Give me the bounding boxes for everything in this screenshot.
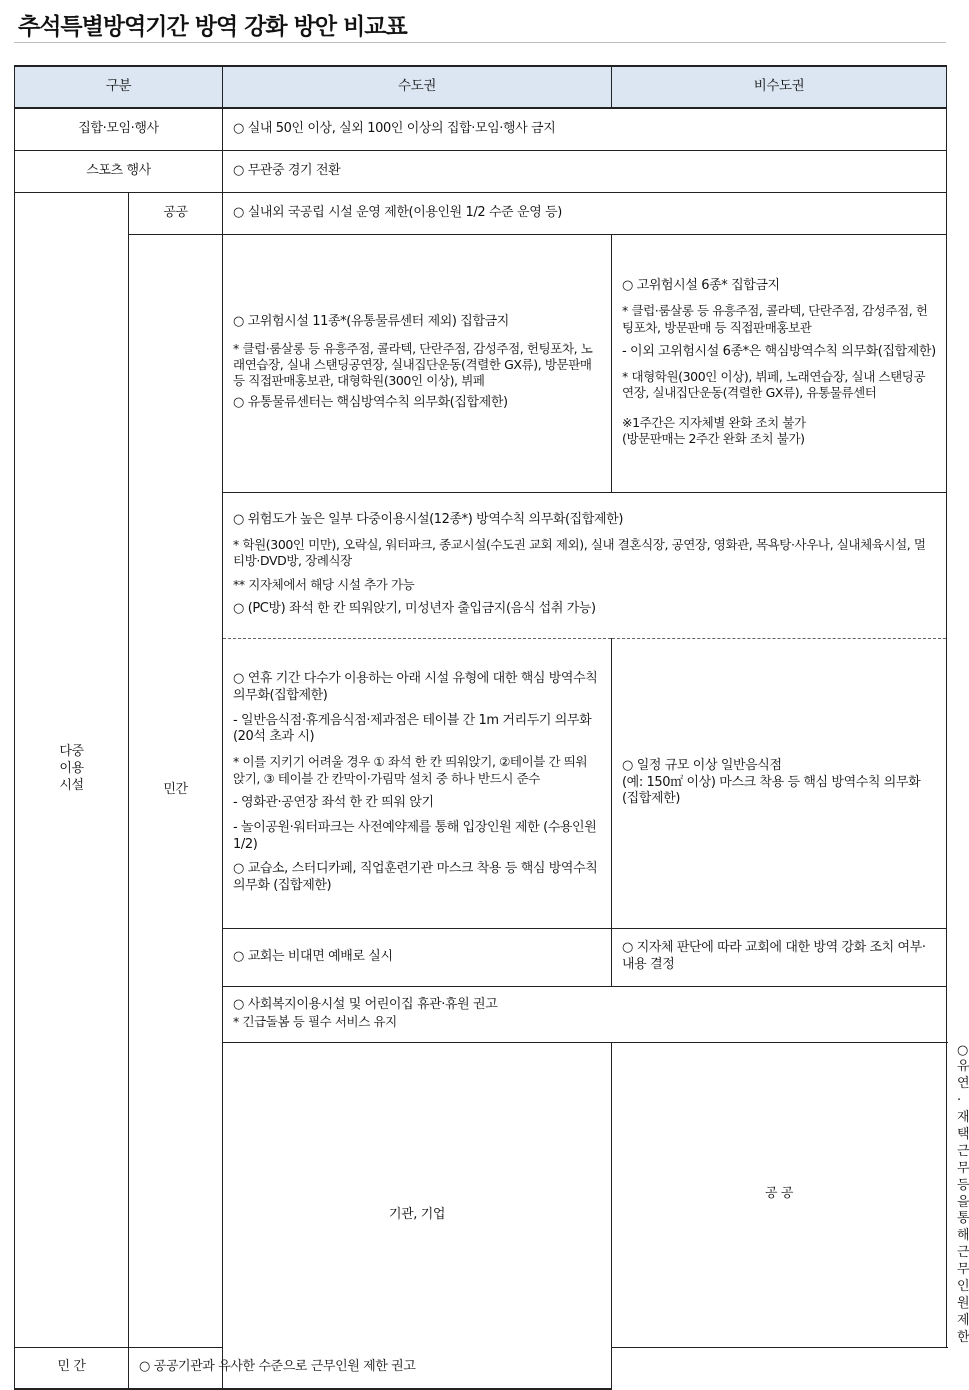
holiday-noncapital-line1: ○ 일정 규모 이상 일반음식점 (622, 757, 782, 773)
gathering-text: ○ 실내 50인 이상, 실외 100인 이상의 집합·모임·행사 금지 (223, 108, 947, 150)
holiday-capital-line4: - 영화관·공연장 좌석 한 칸 띄워 앉기 (233, 794, 434, 810)
church-noncapital-text: ○ 지자체 판단에 따라 교회에 대한 방역 강화 조치 여부·내용 결정 (612, 928, 947, 986)
high-risk-capital-line2: * 클럽·룸살롱 등 유흥주점, 콜라텍, 단란주점, 감성주점, 헌팅포차, 노래연습장, 실내 스탠딩공연장, 실내집단운동(격렬한 GX류), 방문판매 등 직접판매홍보관, 대형학원(300인 이상), 뷔페 (233, 340, 593, 389)
multi-use-line3: ** 지자체에서 해당 시설 추가 가능 (233, 577, 415, 593)
high-risk-noncapital-line2: * 클럽·룸살롱 등 유흥주점, 콜라텍, 단란주점, 감성주점, 헌팅포차, 방문판매 등 직접판매홍보관 (622, 303, 928, 335)
holiday-capital-cell (223, 638, 612, 928)
multi-use-line1: ○ 위험도가 높은 일부 다중이용시설(12종*) 방역수칙 의무화(집합제한) (233, 511, 623, 527)
holiday-capital-line5: - 놀이공원·워터파크는 사전예약제를 통해 입장인원 제한 (수용인원 1/2) (233, 819, 597, 852)
row-label-gathering: 집합·모임·행사 (15, 108, 223, 150)
high-risk-capital-line1: ○ 고위험시설 11종*(유통물류센터 제외) 집합금지 (233, 313, 509, 329)
holiday-capital-line2: - 일반음식점·휴게음식점·제과점은 테이블 간 1m 거리두기 의무화(20석 초과 시) (233, 712, 592, 745)
multi-use-line2: * 학원(300인 미만), 오락실, 워터파크, 종교시설(수도권 교회 제외), 실내 결혼식장, 공연장, 영화관, 목욕탕·사우나, 실내체육시설, 멀티방·DVD방, 장례식장 (233, 536, 926, 568)
header-noncapital: 비수도권 (612, 66, 947, 108)
multi-use-line4: ○ (PC방) 좌석 한 칸 띄워앉기, 미성년자 출입금지(음식 섭취 가능) (233, 601, 596, 617)
sports-text: ○ 무관중 경기 전환 (223, 150, 947, 192)
row-label-facilities: 다중 이용 시설 (15, 192, 129, 1347)
church-capital-text: ○ 교회는 비대면 예배로 실시 (223, 928, 612, 986)
high-risk-noncapital-line5: ※1주간은 지자체별 완화 조치 불가 (622, 415, 806, 431)
header-category: 구분 (15, 66, 223, 108)
facilities-private-label: 민간 (129, 234, 223, 1347)
holiday-capital-line3: * 이를 지키기 어려울 경우 ① 좌석 한 칸 띄워앉기, ②테이블 간 띄워 앉기, ③ 테이블 간 칸막이·가림막 설치 중 하나 반드시 준수 (233, 754, 588, 786)
multi-use-cell (223, 492, 947, 638)
high-risk-capital-cell (223, 234, 612, 492)
high-risk-noncapital-line3: - 이외 고위험시설 6종*은 핵심방역수칙 의무화(집합제한) (622, 343, 936, 359)
title-divider (14, 42, 946, 43)
high-risk-noncapital-line4: * 대형학원(300인 이상), 뷔페, 노래연습장, 실내 스탠딩공연장, 실내집단운동(격렬한 GX류), 유통물류센터 (622, 368, 926, 400)
page-title: 추석특별방역기간 방역 강화 방안 비교표 (18, 14, 407, 40)
holiday-capital-line6: ○ 교습소, 스터디카페, 직업훈련기관 마스크 착용 등 핵심 방역수칙 의무화 (집합제한) (233, 861, 598, 894)
institutions-public-label: 공 공 (612, 1042, 947, 1347)
welfare-cell (223, 986, 947, 1042)
row-label-institutions: 기관, 기업 (223, 1042, 612, 1389)
welfare-line2: * 긴급돌봄 등 필수 서비스 유지 (233, 1014, 397, 1030)
facilities-public-label: 공공 (129, 192, 223, 234)
comparison-table: 구분 수도권 비수도권 집합·모임·행사 ○ 실내 50인 이상, 실외 100인 이상의 집합·모임·행사 금지 스포츠 행사 ○ 무관중 경기 전환 다중 이용 시설 공공 ○ 실내외 국공립 시설 운영 제한(이용인원 1/2 수준 운영 등) 민간 ○ 고위험시설 11종*(유통물류센터 제외) 집합금지 * 클럽·룸살롱 등 유흥주점, 콜라텍, 단란주점, 감성주점, 헌팅포차, 노래연습장, 실내 스탠딩공연장, 실내집단운동(격렬한 GX류), 방문판매 등 직접판매홍보관, 대형학원(300인 이상), 뷔페 ○ 유통물류센터는 핵심방역수칙 의무화(집합제한) ○ 고위험시설 6종* 집합금지 * 클럽·룸살롱 등 유흥주점, 콜라텍, 단란주점, 감성주점, 헌팅포차, 방문판매 등 직접판매홍보관 - 이외 고위험시설 6종*은 핵심방역수칙 의무화(집합제한) * 대형학원(300인 이상), 뷔페, 노래연습장, 실내 스탠딩공연장, 실내집단운동(격렬한 GX류), 유통물류센터 ※1주간은 지자체별 완화 조치 불가 (방문판매는 2주간 완화 조치 불가) ○ 위험도가 높은 일부 다중이용시설(12종*) 방역수칙 의무화(집합제한) * 학원(300인 미만), 오락실, 워터파크, 종교시설(수도권 교회 제외), 실내 결혼식장, 공연장, 영화관, 목욕탕·사우나, 실내체육시설, 멀티방·DVD방, 장례식장 ** 지자체에서 해당 시설 추가 가능 ○ (PC방) 좌석 한 칸 띄워앉기, 미성년자 출입금지(음식 섭취 가능) ○ 연휴 기간 다수가 이용하는 아래 시설 유형에 대한 핵심 방역수칙 의무화(집합제한) - 일반음식점·휴게음식점·제과점은 테이블 간 1m 거리두기 의무화(20석 초과 시) * 이를 지키기 어려울 경우 ① 좌석 한 칸 띄워앉기, ②테이블 간 띄워 앉기, ③ 테이블 간 칸막이·가림막 설치 중 하나 반드시 준수 - 영화관·공연장 좌석 한 칸 띄워 앉기 - 놀이공원·워터파크는 사전예약제를 통해 입장인원 제한 (수용인원 1/2) ○ 교습소, 스터디카페, 직업훈련기관 마스크 착용 등 핵심 방역수칙 의무화 (집합제한) ○ 일정 규모 이상 일반음식점 (예: 150㎡ 이상) 마스크 착용 등 핵심 방역수칙 의무화(집합제한) ○ 교회는 비대면 예배로 실시 ○ 지자체 판단에 따라 교회에 대한 방역 강화 조치 여부·내용 결정 ○ 사회복지이용시설 및 어린이집 휴관·휴원 권고 * 긴급돌봄 등 필수 서비스 유지 기관, 기업 공 공 ○ 유연·재택근무 등을 통해 근무인원 제한 민 간 ○ 공공기관과 유사한 수준으로 근무인원 제한 권고 (14, 65, 947, 1390)
holiday-noncapital-cell (612, 638, 947, 928)
high-risk-noncapital-line1: ○ 고위험시설 6종* 집합금지 (622, 278, 780, 294)
high-risk-noncapital-cell (612, 234, 947, 492)
institutions-private-text: ○ 공공기관과 유사한 수준으로 근무인원 제한 권고 (129, 1347, 612, 1389)
high-risk-capital-line3: ○ 유통물류센터는 핵심방역수칙 의무화(집합제한) (233, 395, 508, 411)
row-label-sports: 스포츠 행사 (15, 150, 223, 192)
welfare-line1: ○ 사회복지이용시설 및 어린이집 휴관·휴원 권고 (233, 997, 498, 1013)
facilities-public-text: ○ 실내외 국공립 시설 운영 제한(이용인원 1/2 수준 운영 등) (223, 192, 947, 234)
holiday-noncapital-line2: (예: 150㎡ 이상) 마스크 착용 등 핵심 방역수칙 의무화(집합제한) (622, 774, 921, 807)
institutions-private-label: 민 간 (15, 1347, 129, 1389)
high-risk-noncapital-line6: (방문판매는 2주간 완화 조치 불가) (622, 431, 805, 447)
holiday-capital-line1: ○ 연휴 기간 다수가 이용하는 아래 시설 유형에 대한 핵심 방역수칙 의무화(집합제한) (233, 670, 598, 703)
header-capital: 수도권 (223, 66, 612, 108)
